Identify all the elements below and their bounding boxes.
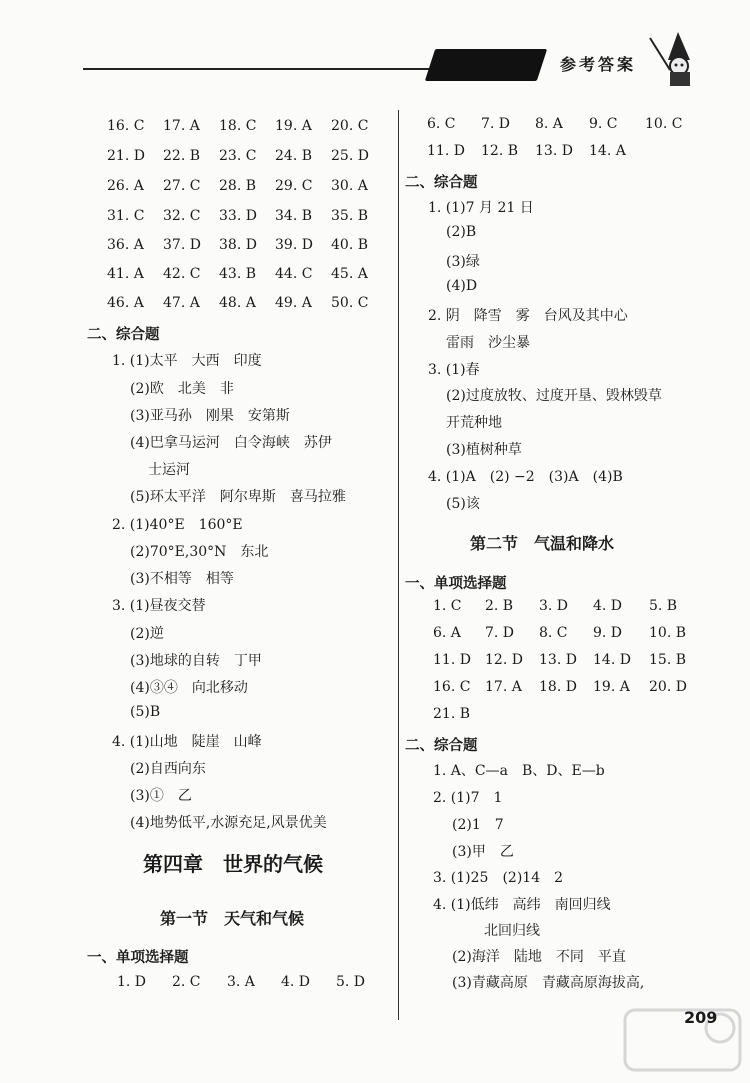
answer: 24. B [275, 148, 313, 164]
answer: 20. C [331, 118, 369, 134]
answer: 29. C [275, 178, 313, 194]
answer: 8. A [535, 116, 563, 132]
section-heading: 二、综合题 [405, 738, 478, 754]
answer: 34. B [275, 208, 313, 224]
answer-line: (2)自西向东 [130, 761, 206, 777]
answer: 12. B [481, 143, 519, 159]
answer: 14. D [593, 652, 631, 668]
answer: 9. C [589, 116, 618, 132]
answer-line: (3)① 乙 [130, 788, 192, 804]
answer: 21. D [107, 148, 145, 164]
answer: 10. B [649, 625, 687, 641]
answer: 28. B [219, 178, 257, 194]
answer-line: (3)甲 乙 [452, 844, 514, 860]
answer: 33. D [219, 208, 257, 224]
section-heading: 一、单项选择题 [405, 576, 507, 592]
answer: 9. D [593, 625, 623, 641]
answer-line: 4. (1)A (2) −2 (3)A (4)B [428, 469, 623, 485]
answer-line: 2. 阴 降雪 雾 台风及其中心 [428, 308, 628, 324]
answer-line: 3. (1)昼夜交替 [112, 598, 206, 614]
answer: 11. D [427, 143, 465, 159]
section-heading: 二、综合题 [405, 175, 478, 191]
answer: 6. C [427, 116, 456, 132]
answer: 14. A [589, 143, 626, 159]
answer: 3. D [539, 598, 569, 614]
answer-line: (5)B [130, 704, 161, 720]
answer: 5. D [336, 974, 366, 990]
answer: 32. C [163, 208, 201, 224]
answer: 25. D [331, 148, 369, 164]
answer: 1. C [433, 598, 462, 614]
answer: 48. A [219, 295, 256, 311]
answer-line: 2. (1)7 1 [433, 790, 503, 806]
header-rule [83, 68, 433, 70]
answer: 13. D [539, 652, 577, 668]
answer-line: 1. (1)7 月 21 日 [428, 200, 534, 216]
answer-line: (2)过度放牧、过度开垦、毁林毁草 [446, 388, 662, 404]
answer: 16. C [433, 679, 471, 695]
answer-line: 2. (1)40°E 160°E [112, 517, 243, 533]
answer: 2. C [172, 974, 201, 990]
wizard-mascot-icon [648, 30, 708, 88]
answer: 36. A [107, 237, 144, 253]
header-black-bar [425, 49, 547, 81]
answer: 41. A [107, 266, 144, 282]
answer: 16. C [107, 118, 145, 134]
answer: 45. A [331, 266, 368, 282]
answer-line: 4. (1)低纬 高纬 南回归线 [433, 897, 611, 913]
answer-line: (2)欧 北美 非 [130, 381, 234, 397]
answer: 21. B [433, 706, 471, 722]
answer: 31. C [107, 208, 145, 224]
answer-line: (4)地势低平,水源充足,风景优美 [130, 815, 327, 831]
answer: 8. C [539, 625, 568, 641]
answer-line: (3)绿 [446, 254, 480, 270]
answer: 27. C [163, 178, 201, 194]
answer-line: (2)海洋 陆地 不同 平直 [452, 949, 626, 965]
answer-line: (4)巴拿马运河 白令海峡 苏伊 [130, 435, 332, 451]
answer: 7. D [481, 116, 511, 132]
answer: 13. D [535, 143, 573, 159]
answer-line: 4. (1)山地 陡崖 山峰 [112, 734, 262, 750]
answer-line: 3. (1)25 (2)14 2 [433, 870, 564, 886]
answer-line: (3)青藏高原 青藏高原海拔高, [452, 975, 645, 991]
answer: 23. C [219, 148, 257, 164]
answer: 5. B [649, 598, 678, 614]
answer-line: (5)该 [446, 496, 480, 512]
answer: 18. C [219, 118, 257, 134]
answer: 19. A [593, 679, 630, 695]
answer: 37. D [163, 237, 201, 253]
answer: 43. B [219, 266, 257, 282]
section-title: 第二节 气温和降水 [470, 534, 615, 553]
answer: 40. B [331, 237, 369, 253]
answer: 42. C [163, 266, 201, 282]
answer: 12. D [485, 652, 523, 668]
answer: 38. D [219, 237, 257, 253]
column-divider [398, 110, 399, 1020]
answer: 49. A [275, 295, 312, 311]
answer: 7. D [485, 625, 515, 641]
answer: 17. A [163, 118, 200, 134]
answer-line: (2)逆 [130, 626, 164, 642]
answer-line: (3)亚马孙 刚果 安第斯 [130, 408, 290, 424]
answer-line: (3)植树种草 [446, 442, 522, 458]
answer: 39. D [275, 237, 313, 253]
answer: 4. D [593, 598, 623, 614]
answer: 46. A [107, 295, 144, 311]
answer: 19. A [275, 118, 312, 134]
section-title: 第一节 天气和气候 [160, 909, 305, 928]
answer-line: 3. (1)春 [428, 362, 480, 378]
answer: 3. A [227, 974, 255, 990]
section-heading: 二、综合题 [87, 327, 160, 343]
answer: 15. B [649, 652, 687, 668]
answer: 4. D [281, 974, 311, 990]
answer: 6. A [433, 625, 461, 641]
answer-line: (3)不相等 相等 [130, 571, 234, 587]
answer-line: (2)B [446, 224, 477, 240]
answer: 20. D [649, 679, 687, 695]
answer-line: (4)③④ 向北移动 [130, 680, 248, 696]
answer: 35. B [331, 208, 369, 224]
answer: 18. D [539, 679, 577, 695]
answer: 47. A [163, 295, 200, 311]
answer: 1. D [117, 974, 147, 990]
answer-line: (2)70°E,30°N 东北 [130, 544, 269, 560]
answer: 26. A [107, 178, 144, 194]
answer-line: (3)地球的自转 丁甲 [130, 653, 262, 669]
header-title: 参考答案 [560, 55, 637, 74]
watermark-logo-icon [620, 1000, 745, 1080]
answer: 17. A [485, 679, 522, 695]
answer-line: 北回归线 [484, 923, 540, 939]
answer-line: (2)1 7 [452, 817, 504, 833]
answer-line: (4)D [446, 278, 478, 294]
answer-line: 1. (1)太平 大西 印度 [112, 353, 262, 369]
answer-line: 士运河 [148, 462, 190, 478]
answer-line: 开荒种地 [446, 415, 502, 431]
answer: 2. B [485, 598, 514, 614]
answer: 30. A [331, 178, 368, 194]
page-number: 209 [684, 1008, 718, 1027]
answer-line: 雷雨 沙尘暴 [446, 335, 530, 351]
answer: 11. D [433, 652, 471, 668]
answer: 10. C [645, 116, 683, 132]
section-heading: 一、单项选择题 [87, 950, 189, 966]
answer: 44. C [275, 266, 313, 282]
answer: 22. B [163, 148, 201, 164]
answer-line: 1. A、C—a B、D、E—b [433, 763, 605, 779]
chapter-title: 第四章 世界的气候 [143, 852, 323, 876]
answer: 50. C [331, 295, 369, 311]
answer-line: (5)环太平洋 阿尔卑斯 喜马拉雅 [130, 489, 346, 505]
